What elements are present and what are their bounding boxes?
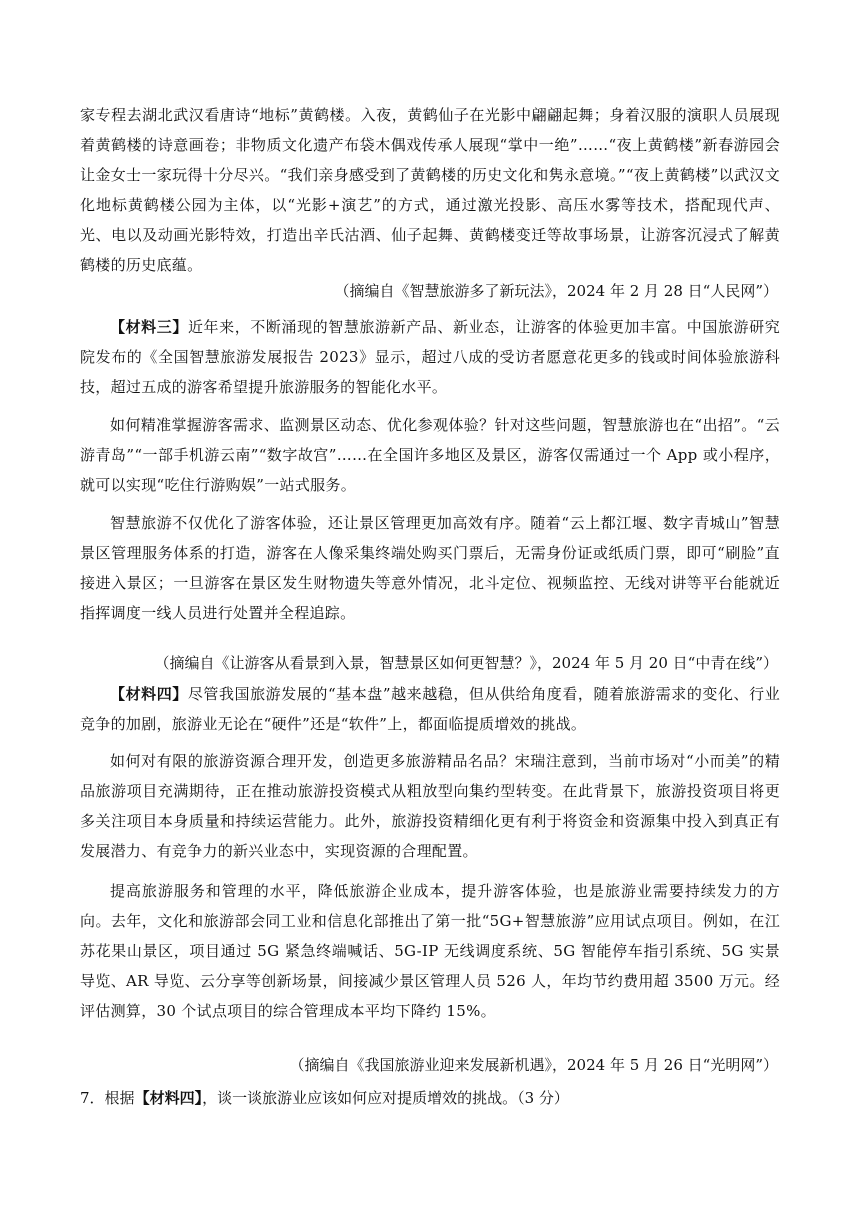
material3-source: （摘编自《让游客从看景到入景，智慧景区如何更智慧？》，2024 年 5 月 20 日“中青在线”） [154,654,778,672]
question-material-tag: 【材料四】 [134,1089,203,1107]
material4-paragraph-2: 如何对有限的旅游资源合理开发，创造更多旅游精品名品？宋瑞注意到，当前市场对“小而美”的精品旅游项目充满期待，正在推动旅游投资模式从粗放型向集约型转变。在此背景下，旅游投资项目将更多关注项目本身质量和持续运营能力。此外，旅游投资精细化更有利于将资金和资源集中投入到真正有发展潜力、有竞争力的新兴业态中，实现资源的合理配置。 [80,752,780,860]
material3-paragraph-2: 如何精准掌握游客需求、监测景区动态、优化参观体验？针对这些问题，智慧旅游也在“出招”。“云游青岛”“一部手机游云南”“数字故宫”……在全国许多地区及景区，游客仅需通过一个 App 或小程序，就可以实现“吃住行游购娱”一站式服务。 [80,416,780,494]
material4-paragraph-3: 提高旅游服务和管理的水平，降低旅游企业成本，提升游客体验，也是旅游业需要持续发力的方向。去年，文化和旅游部会同工业和信息化部推出了第一批“5G+智慧旅游”应用试点项目。例如，在江苏花果山景区，项目通过 5G 紧急终端喊话、5G-IP 无线调度系统、5G 智能停车指引系统、5G 实景导览、AR 导览、云分享等创新场景，间接减少景区管理人员 526 人，年均节约费用超 3500 万元。经评估测算，30 个试点项目的综合管理成本平均下降约 15%。 [80,882,780,1020]
material3-paragraph-1 [80,312,780,402]
material4-p1-text: 尽管我国旅游发展的“基本盘”越来越稳，但从供给角度看，随着旅游需求的变化、行业竞争的加剧，旅游业无论在“硬件”还是“软件”上，都面临提质增效的挑战。 [80,685,780,733]
question-prefix: 根据 [104,1089,135,1107]
material4-paragraph-1 [80,679,780,739]
material3-tag: 【材料三】 [110,318,188,336]
material3-p1-text: 近年来，不断涌现的智慧旅游新产品、新业态，让游客的体验更加丰富。中国旅游研究院发布的《全国智慧旅游发展报告 2023》显示，超过八成的受访者愿意花更多的钱或时间体验旅游科技，超过五成的游客希望提升旅游服务的智能化水平。 [80,318,780,396]
question-7 [80,1083,569,1113]
material3-paragraph-3: 智慧旅游不仅优化了游客体验，还让景区管理更加高效有序。随着“云上都江堰、数字青城山”智慧景区管理服务体系的打造，游客在人像采集终端处购买门票后，无需身份证或纸质门票，即可“刷脸”直接进入景区；一旦游客在景区发生财物遗失等意外情况，北斗定位、视频监控、无线对讲等平台能就近指挥调度一线人员进行处置并全程追踪。 [80,514,780,622]
material2-continuation: 家专程去湖北武汉看唐诗“地标”黄鹤楼。入夜，黄鹤仙子在光影中翩翩起舞；身着汉服的演职人员展现着黄鹤楼的诗意画卷；非物质文化遗产布袋木偶戏传承人展现“掌中一绝”……“夜上黄鹤楼”新春游园会让金女士一家玩得十分尽兴。“我们亲身感受到了黄鹤楼的历史文化和隽永意境。”“夜上黄鹤楼”以武汉文化地标黄鹤楼公园为主体，以“光影+演艺”的方式，通过激光投影、高压水雾等技术，搭配现代声、光、电以及动画光影特效，打造出辛氏沽酒、仙子起舞、黄鹤楼变迁等故事场景，让游客沉浸式了解黄鹤楼的历史底蕴。 [80,106,780,274]
material4-tag: 【材料四】 [110,685,188,703]
question-text: ，谈一谈旅游业应该如何应对提质增效的挑战。（3 分） [202,1089,569,1107]
material2-source: （摘编自《智慧旅游多了新玩法》，2024 年 2 月 28 日“人民网”） [334,282,778,300]
question-number: 7． [80,1089,105,1107]
material4-source: （摘编自《我国旅游业迎来发展新机遇》，2024 年 5 月 26 日“光明网”） [289,1056,778,1074]
